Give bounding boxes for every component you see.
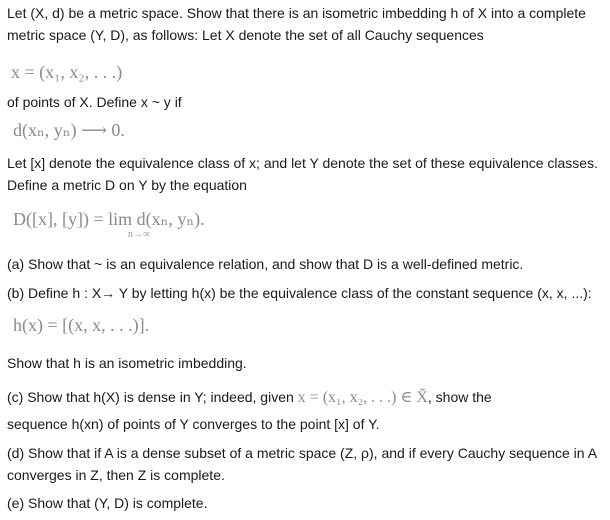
limit-subscript: n→∞ (128, 229, 151, 240)
intro-line-2: metric space (Y, D), as follows: Let X denote the set of all Cauchy sequences (7, 27, 484, 43)
part-a-text: (a) Show that ~ is an equivalence relation, and show that D is a well-defined metric. (7, 256, 524, 272)
equation-imbedding-h: h(x) = [(x, x, . . .)]. (13, 315, 150, 335)
part-e-text: (e) Show that (Y, D) is complete. (7, 495, 208, 511)
part-d-line-2: converges in Z, then Z is complete. (7, 467, 225, 483)
equation-distance-limit: d(xₙ, yₙ) ⟶ 0. (13, 120, 125, 140)
part-b2-text: Show that h is an isometric imbedding. (7, 355, 247, 371)
define-relation-text: of points of X. Define x ~ y if (7, 94, 182, 110)
part-c-line-1 (7, 386, 492, 409)
part-b-text: (b) Define h : X→ Y by letting h(x) be the equivalence class of the constant sequence (x, x, ...): (7, 285, 592, 301)
equivalence-line-1: Let [x] denote the equivalence class of x; and let Y denote the set of these equivalence classes. (7, 155, 598, 171)
equation-sequence-x: x = (x₁, x₂, . . .) (11, 62, 123, 82)
part-c-end: , show the (427, 389, 492, 405)
equation-metric-d: D([x], [y]) = lim d(xₙ, yₙ). (13, 209, 205, 229)
part-c-start: (c) Show that h(X) is dense in Y; indeed, given (7, 389, 294, 405)
intro-line-1: Let (X, d) be a metric space. Show that there is an isometric imbedding h of X into a complete (7, 5, 586, 21)
part-c-inline-math: x = (x₁, x₂, . . .) ∈ X̃ (297, 389, 428, 406)
equivalence-line-2: Define a metric D on Y by the equation (7, 177, 247, 193)
part-c-line-2: sequence h(xn) of points of Y converges to the point [x] of Y. (7, 416, 380, 432)
part-d-line-1: (d) Show that if A is a dense subset of a metric space (Z, ρ), and if every Cauchy sequence in A (7, 445, 598, 461)
